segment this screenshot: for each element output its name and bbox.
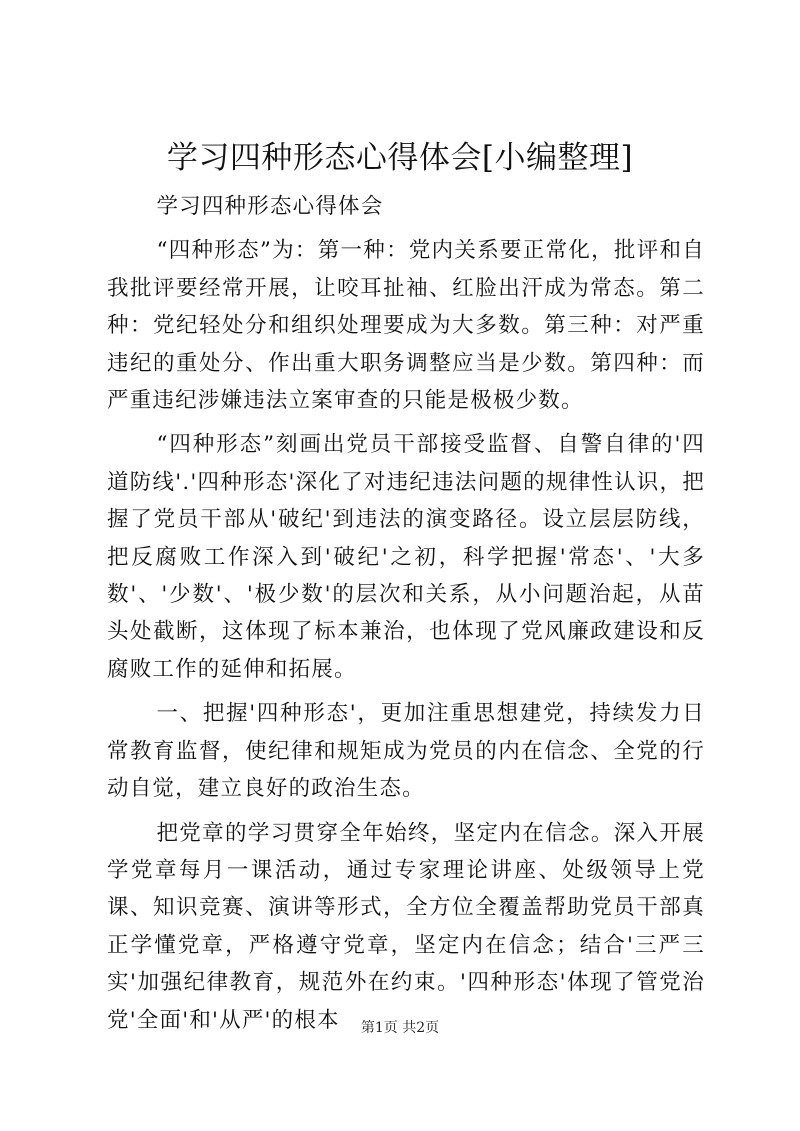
document-title: 学习四种形态心得体会[小编整理] (166, 140, 634, 176)
paragraph-subtitle: 学习四种形态心得体会 (156, 194, 384, 219)
paragraph-section-one: 一、把握'四种形态'，更加注重思想建党，持续发力日常教育监督，使纪律和规矩成为党员的内在信念、全党的行动自觉，建立良好的政治生态。 (107, 701, 705, 802)
paragraph-defense-lines: “四种形态”刻画出党员干部接受监督、自警自律的'四道防线'.'四种形态'深化了对违纪违法问题的规律性认识，把握了党员干部从'破纪'到违法的演变路径。设立层层防线，把反腐败工作深入到'破纪'之初，科学把握'常态'、'大多数'、'少数'、'极少数'的层次和关系，从小问题治起，从苗头处截断，这体现了标本兼治，也体现了党风廉政建设和反腐败工作的延伸和拓展。 (107, 432, 705, 682)
page-number-footer: 第1页 共2页 (360, 1020, 440, 1036)
paragraph-definition: “四种形态”为：第一种：党内关系要正常化，批评和自我批评要经常开展，让咬耳扯袖、红脸出汗成为常态。第二种：党纪轻处分和组织处理要成为大多数。第三种：对严重违纪的重处分、作出重大职务调整应当是少数。第四种：而严重违纪涉嫌违法立案审查的只能是极极少数。 (107, 238, 705, 414)
document-body (107, 188, 705, 1046)
paragraph-party-constitution: 把党章的学习贯穿全年始终，坚定内在信念。深入开展学党章每月一课活动，通过专家理论讲座、处级领导上党课、知识竞赛、演讲等形式，全方位全覆盖帮助党员干部真正学懂党章，严格遵守党章，坚定内在信念；结合'三严三实'加强纪律教育，规范外在约束。'四种形态'体现了管党治党'全面'和'从严'的根本 (107, 820, 705, 1033)
